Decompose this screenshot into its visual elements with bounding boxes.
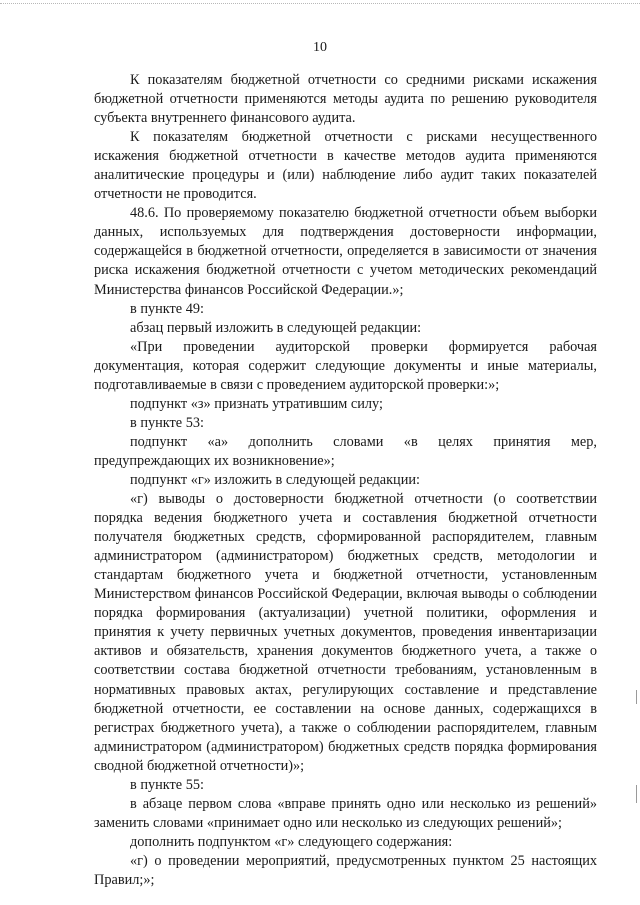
- paragraph: в пункте 49:: [130, 300, 204, 317]
- paragraph: абзац первый изложить в следующей редакции:: [130, 319, 422, 336]
- paragraph: К показателям бюджетной отчетности со средними рисками искажения бюджетной отчетности применяются методы аудита по решению руководителя субъекта внутреннего финансового аудита.: [94, 72, 597, 127]
- page-number: 10: [313, 40, 327, 55]
- scan-edge-mark: [636, 690, 637, 704]
- paragraph: дополнить подпунктом «г» следующего содержания:: [130, 833, 453, 850]
- paragraph: подпункт «г» изложить в следующей редакции:: [130, 471, 420, 488]
- paragraph: 48.6. По проверяемому показателю бюджетной отчетности объем выборки данных, используемых для подтверждения достоверности информации, содержащейся в бюджетной отчетности, определяется в зависимости от значения риска искажения бюджетной отчетности с учетом методических рекомендаций Министерства финансов Российской Федерации.»;: [94, 205, 597, 298]
- paragraph: в абзаце первом слова «вправе принять одно или несколько из решений» заменить словами «принимает одно или несколько из следующих решений»;: [94, 795, 597, 831]
- paragraph: подпункт «з» признать утратившим силу;: [130, 395, 383, 412]
- paragraph: «г) выводы о достоверности бюджетной отчетности (о соответствии порядка ведения бюджетного учета и составления бюджетной отчетности получателя бюджетных средств, сформированной распорядителем, главным администратором (администратором) бюджетных средств, методологии и стандартам бюджетного учета и бюджетной отчетности, установленным Министерством финансов Российской Федерации, включая выводы о соблюдении порядка формирования (актуализации) учетной политики, оформления и принятия к учету первичных учетных документов, проведения инвентаризации активов и обязательств, хранения документов бюджетного учета, а также о соответствии состава бюджетной отчетности требованиям, установленным в нормативных правовых актах, регулирующих составление и представление бюджетной отчетности, ее составлении на основе данных, содержащихся в регистрах бюджетного учета), а также о соблюдении распорядителем, главным администратором (администратором) бюджетных средств порядка формирования сводной бюджетной отчетности)»;: [94, 491, 597, 774]
- paragraph: К показателям бюджетной отчетности с рисками несущественного искажения бюджетной отчетности в качестве методов аудита применяются аналитические процедуры и (или) наблюдение либо аудит таких показателей отчетности не проводится.: [94, 129, 597, 203]
- scan-artifact-line: [0, 3, 640, 4]
- scan-edge-mark: [636, 785, 637, 803]
- paragraph: «г) о проведении мероприятий, предусмотренных пунктом 25 настоящих Правил;»;: [94, 852, 597, 888]
- paragraph: в пункте 53:: [130, 414, 204, 431]
- document-body: [94, 71, 597, 890]
- paragraph: подпункт «а» дополнить словами «в целях принятия мер, предупреждающих их возникновение»;: [94, 433, 597, 469]
- paragraph: «При проведении аудиторской проверки формируется рабочая документация, которая содержит следующие документы и иные материалы, подготавливаемые в связи с проведением аудиторской проверки:»;: [94, 338, 597, 393]
- paragraph: в пункте 55:: [130, 776, 204, 793]
